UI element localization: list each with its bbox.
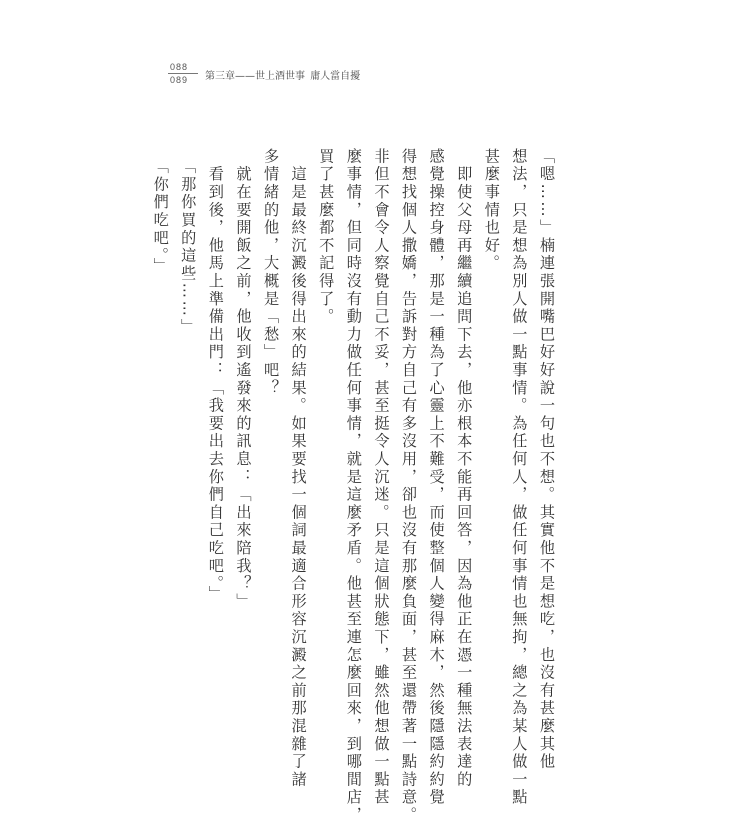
text-line: 得想找個人撒嬌，告訴對方自己有多沒用，卻也沒有那麼負面，甚至還帶著一點詩意。 [400,148,419,824]
text-line: 感覺操控身體，那是一種為了心靈上不難受，而使整個人變得麻木，然後隱隱約約覺 [427,148,446,807]
page-number-divider [168,73,198,74]
running-head [205,67,362,82]
text-line: 即使父母再繼續追問下去，他亦根本不能再回答，因為他正在憑一種無法表達的 [455,148,474,789]
text-line: 看到後，他馬上準備出門：「我要出去你們自己吃吧。」 [206,148,225,604]
text-line: 買了甚麼都不記得了。 [317,148,336,326]
chapter-title: 第三章——世上酒世事 [205,71,305,82]
text-line: 「那你買的這些……」 [179,148,198,337]
body-text [146,148,560,824]
text-line: 非但不會令人察覺自己不妥，甚至挺令人沉迷。只是這個狀態下，雖然他想做一點甚 [372,148,391,807]
text-line: 想法，只是想為別人做一點事情。為任何人，做任何事情也無拘，總之為某人做一點 [510,148,529,807]
text-line: 麼事情，但同時沒有動力做任何事情，就是這麼矛盾。他甚至連怎麼回來，到哪間店， [344,148,363,824]
page-number-left: 088 [170,62,189,72]
text-line: 這是最終沉澱後得出來的結果。如果要找一個詞最適合形容沉澱之前那混雜了諸 [289,148,308,789]
text-line: 「嗯……」楠連張開嘴巴好好說一句也不想。其實他不是想吃，也沒有甚麼其他 [538,148,556,771]
page-number-right: 089 [170,75,189,85]
text-line: 甚麼事情也好。 [482,148,501,273]
text-line: 就在要開飯之前，他收到遙發來的訊息：「出來陪我？」 [234,148,253,611]
chapter-subtitle: 庸人當自擾 [310,71,361,82]
text-line: 「你們吃吧。」 [151,148,170,276]
text-line: 多情緒的他，大概是「愁」吧？ [262,148,281,398]
